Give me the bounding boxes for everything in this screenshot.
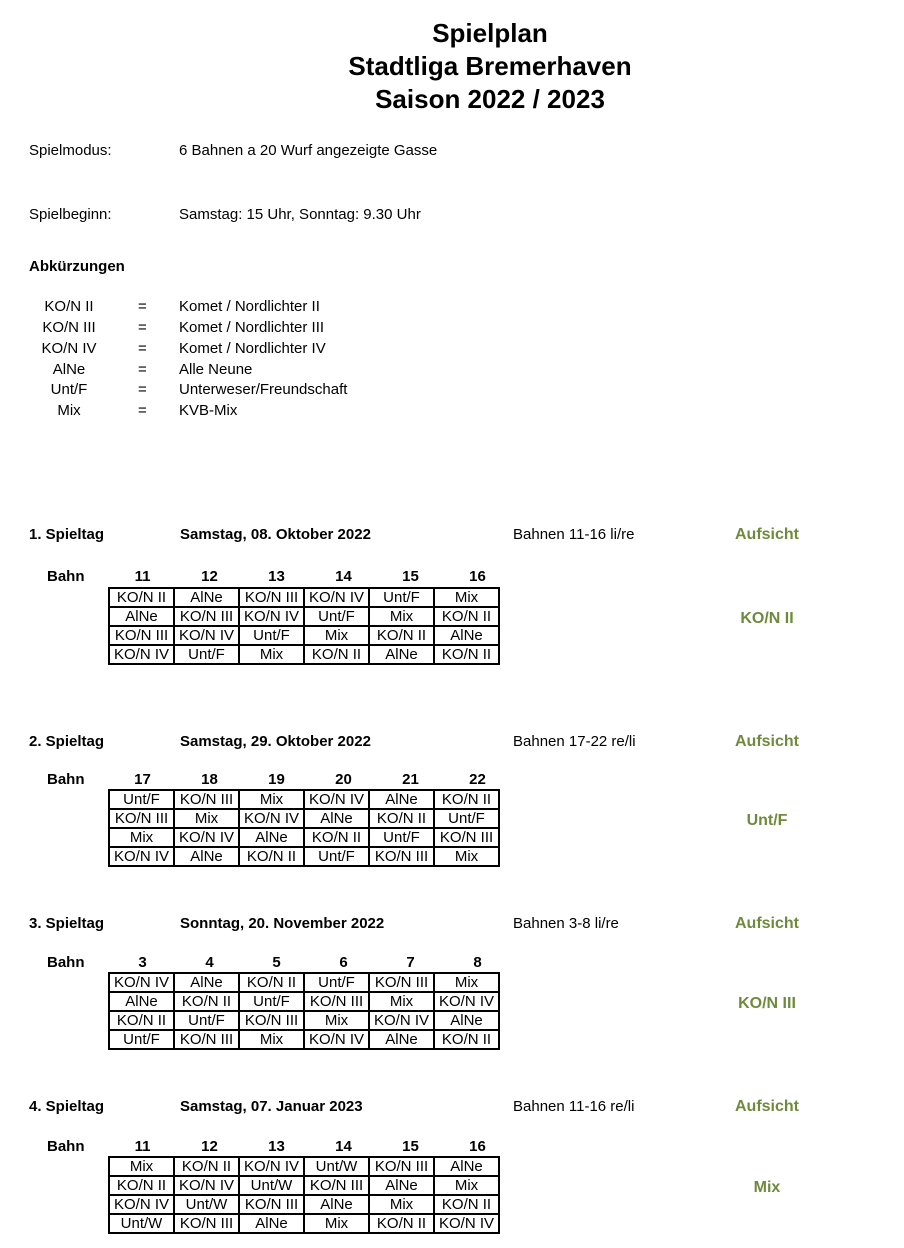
table-row [109, 588, 499, 607]
table-cell: Unt/F [434, 809, 499, 828]
table-row [109, 1011, 499, 1030]
abbr-short: KO/N III [42, 319, 96, 336]
table-cell: KO/N IV [109, 1195, 174, 1214]
table-cell: AlNe [369, 790, 434, 809]
table-row [109, 992, 499, 1011]
table-cell: KO/N III [174, 1214, 239, 1233]
aufsicht-team: KO/N III [738, 995, 796, 1012]
lane-number: 12 [201, 1138, 218, 1155]
table-cell: KO/N II [434, 1030, 499, 1049]
table-row [109, 607, 499, 626]
abbr-equals: = [138, 402, 147, 419]
matchday-title: 2. Spieltag [29, 733, 105, 750]
lane-number: 19 [268, 771, 285, 788]
lane-number: 14 [335, 568, 352, 585]
table-cell: KO/N II [369, 809, 434, 828]
beginn-value: Samstag: 15 Uhr, Sonntag: 9.30 Uhr [179, 206, 421, 223]
table-cell: KO/N III [304, 1176, 369, 1195]
lane-number: 22 [469, 771, 486, 788]
table-row [109, 645, 499, 664]
matchday-date: Samstag, 08. Oktober 2022 [180, 526, 371, 543]
table-cell: AlNe [304, 809, 369, 828]
bahn-label: Bahn [47, 954, 85, 971]
table-cell: KO/N III [369, 1157, 434, 1176]
abbr-equals: = [138, 361, 147, 378]
modus-value: 6 Bahnen a 20 Wurf angezeigte Gasse [179, 142, 438, 159]
matchday-lanes-info: Bahnen 3-8 li/re [513, 915, 619, 932]
table-row [109, 973, 499, 992]
table-cell: KO/N III [304, 992, 369, 1011]
lane-number: 8 [473, 954, 482, 971]
table-cell: Mix [174, 809, 239, 828]
lane-number: 5 [272, 954, 281, 971]
matchday-title: 3. Spieltag [29, 915, 105, 932]
abbr-short: AlNe [52, 361, 86, 378]
aufsicht-label: Aufsicht [735, 733, 799, 750]
table-cell: KO/N III [369, 847, 434, 866]
matchday-lanes-info: Bahnen 11-16 re/li [513, 1098, 635, 1115]
table-cell: KO/N II [434, 790, 499, 809]
table-cell: KO/N II [109, 1011, 174, 1030]
table-cell: AlNe [369, 1030, 434, 1049]
table-cell: KO/N II [434, 645, 499, 664]
table-cell: AlNe [239, 828, 304, 847]
table-cell: KO/N III [174, 1030, 239, 1049]
table-cell: Mix [369, 992, 434, 1011]
table-cell: AlNe [369, 645, 434, 664]
abbr-long: KVB-Mix [179, 402, 238, 419]
table-row [109, 828, 499, 847]
abbr-equals: = [138, 298, 147, 315]
table-cell: KO/N III [369, 973, 434, 992]
aufsicht-label: Aufsicht [735, 526, 799, 543]
table-cell: Mix [434, 1176, 499, 1195]
table-cell: KO/N IV [434, 1214, 499, 1233]
table-cell: KO/N II [239, 973, 304, 992]
table-cell: AlNe [174, 588, 239, 607]
table-cell: AlNe [434, 1011, 499, 1030]
table-cell: KO/N II [304, 828, 369, 847]
table-cell: KO/N IV [369, 1011, 434, 1030]
table-cell: Unt/F [174, 1011, 239, 1030]
table-cell: KO/N IV [239, 809, 304, 828]
table-cell: KO/N IV [174, 626, 239, 645]
table-cell: AlNe [109, 607, 174, 626]
table-cell: Unt/F [174, 645, 239, 664]
table-cell: KO/N III [239, 1195, 304, 1214]
abbr-long: Komet / Nordlichter III [179, 319, 325, 336]
lane-number: 20 [335, 771, 352, 788]
table-cell: KO/N IV [109, 973, 174, 992]
table-cell: KO/N II [239, 847, 304, 866]
lane-number: 11 [134, 1138, 151, 1155]
bahn-label: Bahn [47, 771, 85, 788]
aufsicht-team: KO/N II [740, 610, 794, 627]
table-cell: KO/N IV [109, 645, 174, 664]
table-cell: KO/N III [239, 1011, 304, 1030]
aufsicht-label: Aufsicht [735, 915, 799, 932]
lane-number: 13 [268, 568, 285, 585]
matchday-lanes-info: Bahnen 17-22 re/li [513, 733, 636, 750]
lane-number: 13 [268, 1138, 285, 1155]
table-cell: Mix [239, 1030, 304, 1049]
matchday-date: Sonntag, 20. November 2022 [180, 915, 385, 932]
table-cell: KO/N II [369, 1214, 434, 1233]
table-cell: KO/N II [369, 626, 434, 645]
lane-schedule-table [108, 1156, 500, 1234]
lane-number: 12 [201, 568, 218, 585]
lane-number: 14 [335, 1138, 352, 1155]
abbr-equals: = [138, 381, 147, 398]
abbr-short: KO/N IV [41, 340, 97, 357]
table-cell: Mix [434, 847, 499, 866]
lane-number: 3 [138, 954, 147, 971]
table-cell: Mix [434, 973, 499, 992]
lane-number: 21 [402, 771, 419, 788]
table-cell: AlNe [109, 992, 174, 1011]
table-cell: Mix [109, 828, 174, 847]
table-cell: KO/N III [109, 626, 174, 645]
abbr-short: Mix [57, 402, 81, 419]
abbr-short: Unt/F [50, 381, 88, 398]
table-cell: KO/N IV [304, 790, 369, 809]
matchday-title: 1. Spieltag [29, 526, 105, 543]
table-cell: KO/N II [174, 992, 239, 1011]
table-cell: AlNe [434, 626, 499, 645]
table-cell: KO/N II [109, 588, 174, 607]
table-cell: AlNe [304, 1195, 369, 1214]
lane-number: 15 [402, 568, 419, 585]
table-cell: KO/N III [109, 809, 174, 828]
doc-title-line-2: Stadtliga Bremerhaven [348, 51, 632, 81]
abbr-equals: = [138, 319, 147, 336]
table-row [109, 809, 499, 828]
table-cell: Mix [304, 1214, 369, 1233]
table-cell: AlNe [369, 1176, 434, 1195]
table-cell: KO/N III [239, 588, 304, 607]
table-cell: AlNe [434, 1157, 499, 1176]
bahn-label: Bahn [47, 568, 85, 585]
abbr-short: KO/N II [44, 298, 94, 315]
table-cell: KO/N IV [174, 1176, 239, 1195]
table-cell: KO/N IV [174, 828, 239, 847]
table-cell: KO/N IV [109, 847, 174, 866]
table-cell: Unt/F [304, 973, 369, 992]
lane-number: 6 [339, 954, 348, 971]
table-cell: KO/N IV [304, 1030, 369, 1049]
lane-schedule-table [108, 972, 500, 1050]
lane-number: 15 [402, 1138, 419, 1155]
table-cell: KO/N III [434, 828, 499, 847]
table-cell: Mix [369, 607, 434, 626]
table-cell: KO/N II [434, 1195, 499, 1214]
table-cell: Unt/F [239, 626, 304, 645]
table-row [109, 790, 499, 809]
abbr-long: Alle Neune [179, 361, 253, 378]
matchday-lanes-info: Bahnen 11-16 li/re [513, 526, 635, 543]
matchday-date: Samstag, 29. Oktober 2022 [180, 733, 371, 750]
table-cell: Unt/W [109, 1214, 174, 1233]
table-cell: Unt/W [304, 1157, 369, 1176]
abbr-long: Komet / Nordlichter IV [179, 340, 326, 357]
table-cell: KO/N II [109, 1176, 174, 1195]
table-cell: KO/N IV [434, 992, 499, 1011]
doc-title-line-1: Spielplan [432, 18, 548, 48]
lane-number: 4 [205, 954, 214, 971]
lane-number: 7 [406, 954, 415, 971]
table-row [109, 1176, 499, 1195]
table-cell: Mix [434, 588, 499, 607]
table-row [109, 1157, 499, 1176]
abbr-long: Komet / Nordlichter II [179, 298, 320, 315]
aufsicht-team: Unt/F [746, 812, 788, 829]
table-cell: Unt/F [369, 588, 434, 607]
table-cell: KO/N II [434, 607, 499, 626]
matchday-date: Samstag, 07. Januar 2023 [180, 1098, 363, 1115]
lane-schedule-table [108, 789, 500, 867]
table-cell: AlNe [239, 1214, 304, 1233]
table-cell: Unt/W [239, 1176, 304, 1195]
table-cell: AlNe [174, 847, 239, 866]
table-row [109, 1195, 499, 1214]
table-cell: KO/N III [174, 607, 239, 626]
lane-number: 16 [469, 1138, 486, 1155]
table-cell: Mix [304, 1011, 369, 1030]
aufsicht-team: Mix [753, 1179, 781, 1196]
abbr-heading: Abkürzungen [29, 258, 125, 275]
table-cell: AlNe [174, 973, 239, 992]
table-cell: Unt/W [174, 1195, 239, 1214]
table-cell: KO/N II [174, 1157, 239, 1176]
abbr-long: Unterweser/Freundschaft [179, 381, 348, 398]
bahn-label: Bahn [47, 1138, 85, 1155]
table-cell: Unt/F [239, 992, 304, 1011]
table-cell: Mix [109, 1157, 174, 1176]
lane-number: 18 [201, 771, 218, 788]
modus-label: Spielmodus: [29, 142, 112, 159]
table-cell: Unt/F [369, 828, 434, 847]
abbr-equals: = [138, 340, 147, 357]
table-cell: KO/N III [174, 790, 239, 809]
table-row [109, 1030, 499, 1049]
table-cell: Mix [369, 1195, 434, 1214]
table-cell: Unt/F [304, 847, 369, 866]
table-row [109, 1214, 499, 1233]
lane-number: 11 [134, 568, 151, 585]
table-cell: Unt/F [109, 1030, 174, 1049]
table-row [109, 626, 499, 645]
table-cell: KO/N IV [239, 1157, 304, 1176]
table-cell: Mix [239, 645, 304, 664]
lane-schedule-table [108, 587, 500, 665]
lane-number: 16 [469, 568, 486, 585]
table-cell: Mix [239, 790, 304, 809]
table-cell: KO/N IV [239, 607, 304, 626]
table-cell: Mix [304, 626, 369, 645]
aufsicht-label: Aufsicht [735, 1098, 799, 1115]
lane-number: 17 [134, 771, 151, 788]
matchday-title: 4. Spieltag [29, 1098, 105, 1115]
doc-title-line-3: Saison 2022 / 2023 [375, 84, 605, 114]
table-row [109, 847, 499, 866]
beginn-label: Spielbeginn: [29, 206, 112, 223]
table-cell: Unt/F [304, 607, 369, 626]
table-cell: KO/N II [304, 645, 369, 664]
table-cell: KO/N IV [304, 588, 369, 607]
table-cell: Unt/F [109, 790, 174, 809]
